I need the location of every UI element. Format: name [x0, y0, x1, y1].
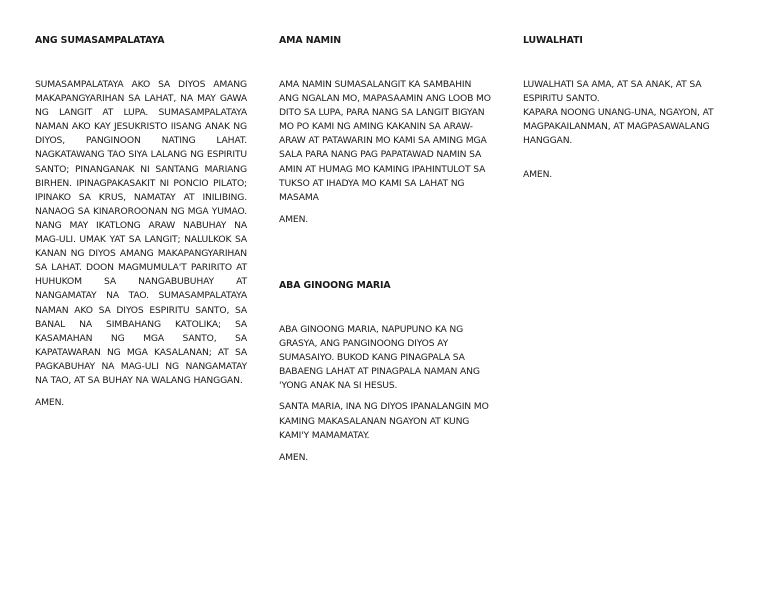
- glory-be-text: LUWALHATI SA AMA, AT SA ANAK, AT SA ESPIRITU SANTO.: [523, 79, 702, 105]
- glory-be-title: LUWALHATI: [523, 35, 583, 46]
- hail-mary-amen: AMEN.: [279, 451, 309, 463]
- creed-text: SUMASAMPALATAYA AKO SA DIYOS AMANG MAKAPANGYARIHAN SA LAHAT, NA MAY GAWA NG LANGIT AT LUPA. SUMASAMPALATAYA NAMAN AKO KAY JESUKRISTO IISANG ANAK NG DIYOS, PANGINOON NATING LAHAT. NAGKATAWANG TAO SIYA LALANG NG ESPIRITU SANTO; PINANGANAK NI SANTANG MARIANG BIRHEN. IPINAGPAKASAKIT NI PONCIO PILATO; IPINAKO SA KRUS, NAMATAY AT INILIBING. NANAOG SA KINAROROONAN NG MGA YUMAO. NANG MAY IKATLONG ARAW NABUHAY NA MAG-ULI. UMAK YAT SA LANGIT; NALULKOK SA KANAN NG DIYOS AMANG MAKAPANGYARIHAN SA LAHAT. DOON MAGMUMULA'T PARIRITO AT HUHUKOM SA NANGABUBUHAY AT NANGAMATAY NA TAO. SUMASAMPALATAYA NAMAN AKO SA DIYOS ESPIRITU SANTO, SA BANAL NA SIMBAHANG KATOLIKA; SA KASAMAHAN NG MGA SANTO, SA KAPATAWARAN NG MGA KASALANAN; AT SA PAGKABUHAY NA MAG-ULI NG NANGAMATAY NA TAO, AT SA BUHAY NA WALANG HANGGAN.: [35, 79, 247, 386]
- our-father-text: AMA NAMIN SUMASALANGIT KA SAMBAHIN ANG NGALAN MO, MAPASAAMIN ANG LOOB MO DITO SA LUPA, PARA NANG SA LANGIT BIGYAN MO PO KAMI NG AMING KAKANIN SA ARAW-ARAW AT PATAWARIN MO KAMI SA AMING MGA SALA PARA NANG PAG PAPATAWAD NAMIN SA AMIN AT HUMAG MO KAMING IPAHINTULOT SA TUKSO AT IHADYA MO KAMI SA LAHAT NG MASAMA: [279, 79, 491, 203]
- creed-title: ANG SUMASAMPALATAYA: [35, 35, 165, 46]
- hail-mary-text-2: SANTA MARIA, INA NG DIYOS IPANALANGIN MO KAMING MAKASALANAN NGAYON AT KUNG KAMI'Y MAMAMATAY.: [279, 401, 489, 441]
- our-father-amen: AMEN.: [279, 213, 309, 225]
- column-creed: [35, 34, 247, 410]
- column-our-father: [279, 34, 491, 465]
- column-glory-be: [523, 34, 733, 183]
- glory-be-amen: AMEN.: [523, 169, 553, 181]
- hail-mary-title: ABA GINOONG MARIA: [279, 279, 391, 291]
- glory-be-text-2: KAPARA NOONG UNANG-UNA, NGAYON, AT MAGPAKAILANMAN, AT MAGPASAWALANG HANGGAN.: [523, 107, 714, 147]
- hail-mary-text: ABA GINOONG MARIA, NAPUPUNO KA NG GRASYA, ANG PANGINOONG DIYOS AY SUMASAIYO. BUKOD KANG PINAGPALA SA BABAENG LAHAT AT PINAGPALA NAMAN ANG 'YONG ANAK NA SI HESUS.: [279, 323, 480, 392]
- creed-amen: AMEN.: [35, 397, 65, 409]
- our-father-title: AMA NAMIN: [279, 35, 341, 46]
